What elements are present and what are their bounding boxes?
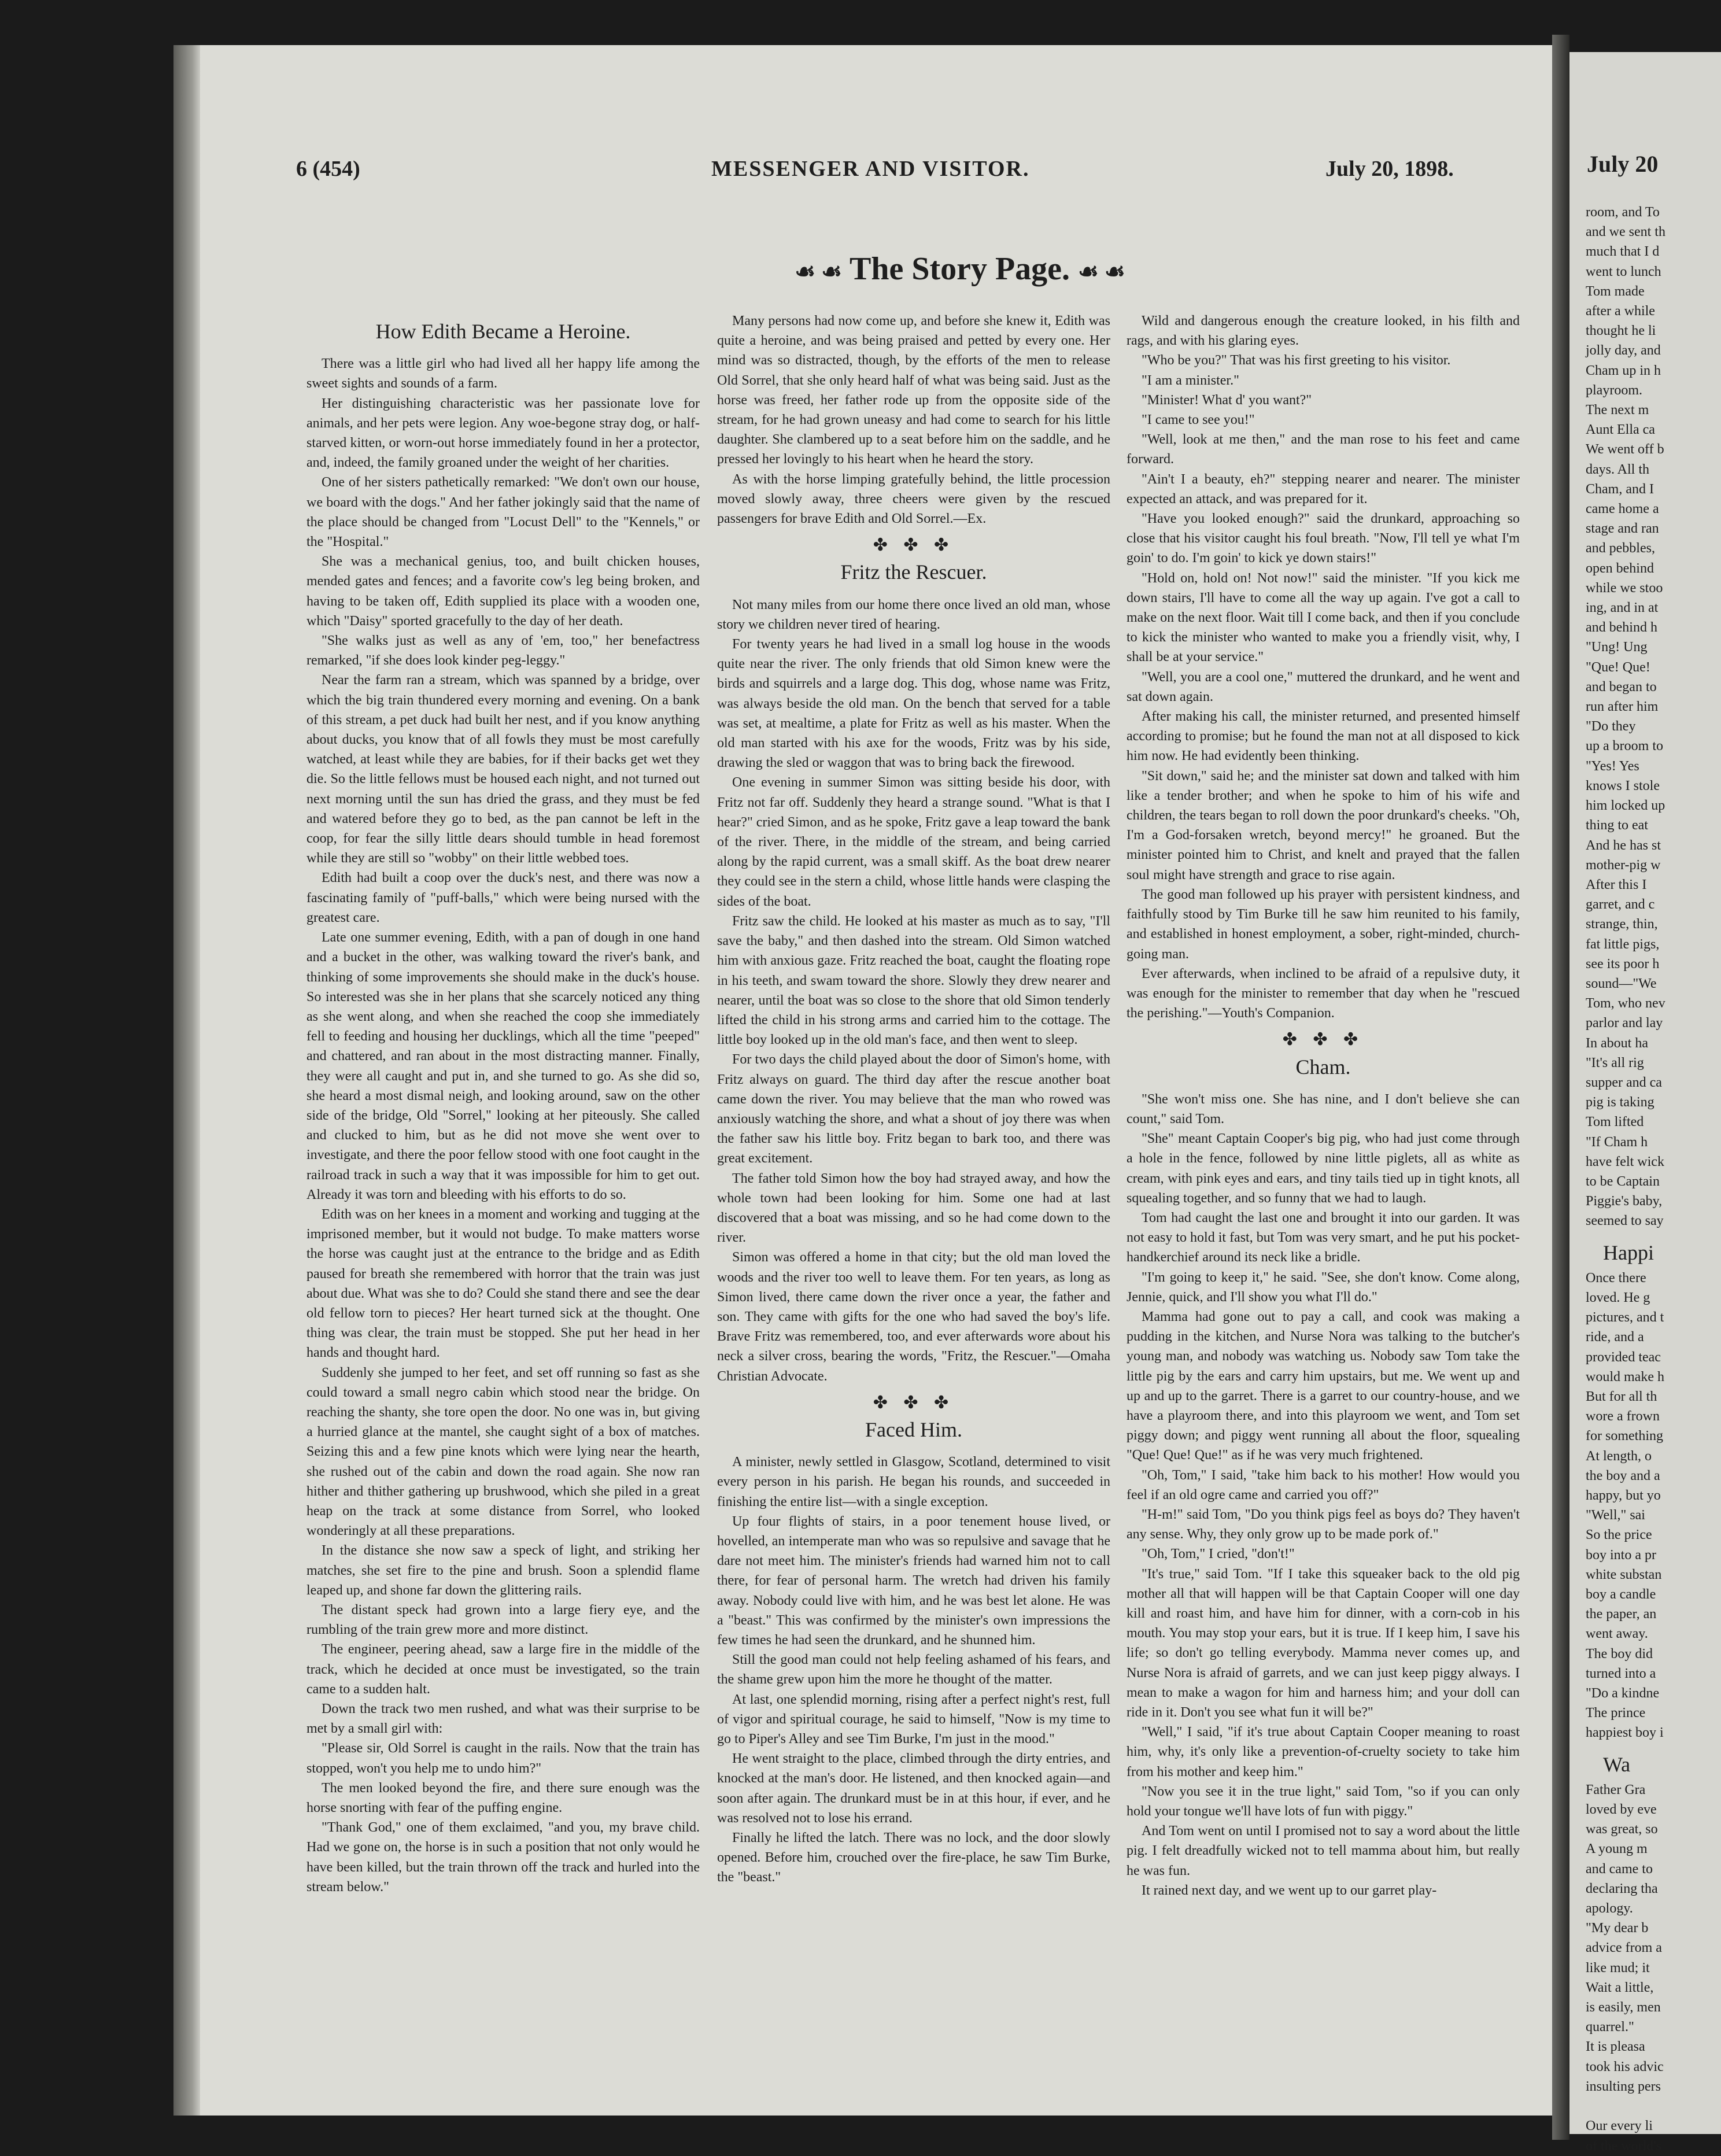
text-line: took his advic [1586, 2059, 1664, 2074]
story-title: How Edith Became a Heroine. [375, 320, 631, 343]
paragraph: "Who be you?" That was his first greeting to his visitor. [1142, 353, 1451, 368]
text-line: and came to [1586, 1861, 1653, 1877]
paragraph: Near the farm ran a stream, which was spanned by a bridge, over which the big train thundered every morning and evening. On a bank of this stream, a pet duck had built her nest, and if you know anything about ducks, you know that of all fowls they must be most carefully watched, at least while they are babies, for if their backs get wet they die. So the little fellows must be housed each night, and not turned out next morning until the sun has dried the grass, and they must be fed and watered before they go to bed, as the pan cannot be left in the coop, for fear the silly little dears should tumble in head foremost while they are still so "wobby" on their little webbed toes. [306, 673, 700, 866]
text-line: strange, thin, [1586, 917, 1658, 932]
text-line: came home a [1586, 501, 1659, 517]
text-line: boy a candle [1586, 1587, 1656, 1603]
text-line: of the world's [1586, 2138, 1661, 2154]
text-line: "Ung! Ung [1586, 640, 1648, 655]
issue-date: July 20, 1898. [1325, 157, 1454, 181]
paragraph: "Oh, Tom," I cried, "don't!" [1142, 1546, 1295, 1562]
paragraph: Simon was offered a home in that city; but the old man loved the woods and the river too well to leave them. For ten years, as long as Simon lived, there came down the river once a year, the father and son. They came with gifts for the one who had saved the boy's life. Brave Fritz was remembered, too, and ever afterwards wore about his neck a silver cross, bearing the words, "Fritz, the Rescuer."—Omaha Christian Advocate. [717, 1250, 1110, 1384]
paragraph: "Ain't I a beauty, eh?" stepping nearer and nearer. The minister expected an attack, and was prepared for it. [1127, 471, 1520, 507]
paragraph: "I came to see you!" [1142, 412, 1255, 428]
adjacent-page-column [1586, 202, 1719, 2156]
paragraph: "Sit down," said he; and the minister sat down and talked with him like a tender brother; and when he spoke to him of his wife and children, the tears began to roll down the poor drunkard's cheeks. "Oh, I'm a God-forsaken wretch, beyond mercy!" he groaned. But the minister pointed him to Christ, and knelt and prayed that the fallen soul might have strength and grace to rise again. [1127, 768, 1520, 883]
story-title: Fritz the Rescuer. [840, 560, 987, 584]
text-line: Tom lifted [1586, 1114, 1644, 1130]
text-line: The prince [1586, 1705, 1646, 1721]
text-line: Once there [1586, 1270, 1646, 1286]
right-ornament: ☙ ☙ [1078, 259, 1125, 285]
paragraph: "It's true," said Tom. "If I take this squeaker back to the old pig mother all that will happen will be that Captain Cooper will one day kill and roast him, and have him for dinner, with a corn-cob in his mouth. You may stop your ears, but it is true. If I keep him, I save his life; so don't go telling everybody. Mamma never comes up, and Nurse Nora is afraid of garrets, and we can just keep piggy always. I mean to make a wagon for him and harness him; and your doll can ride in it. Don't you see what fun it will be?" [1127, 1566, 1520, 1721]
adjacent-page [1569, 52, 1721, 2154]
text-line: turned into a [1586, 1666, 1656, 1681]
paragraph: He went straight to the place, climbed through the dirty entries, and knocked at the man's door. He listened, and then knocked again—and soon after again. The drunkard must be in at this hour, if ever, and he was resolved not to lose his errand. [717, 1751, 1110, 1826]
text-line: The boy did [1586, 1646, 1653, 1662]
ornament-divider: ✤ ✤ ✤ [873, 1393, 955, 1412]
paragraph: In the distance she now saw a speck of light, and striking her matches, she set fire to the pine and brush. Soon a splendid flame leaped up, and shone far down the glittering rails. [306, 1543, 700, 1598]
text-line: went away. [1586, 1626, 1648, 1642]
text-line: like mud; it [1586, 1960, 1650, 1976]
masthead [173, 156, 1552, 191]
paragraph: Mamma had gone out to pay a call, and cook was making a pudding in the kitchen, and Nurse Nora was talking to the butcher's young man, and nobody was watching us. Nobody saw Tom take the little pig by the ears and carry him upstairs, but me. We went up and up and up to the garret. There is a garret to our country-house, and we have a playroom there, and into this playroom we went, and Tom set piggy down; and piggy went running all about the floor, squealing "Que! Que! Que!" as if he was very much frightened. [1127, 1309, 1520, 1463]
text-line: happy, but yo [1586, 1488, 1661, 1503]
text-line: mother-pig w [1586, 857, 1661, 873]
story-body-continued [717, 311, 1110, 529]
text-line: Aunt Ella ca [1586, 422, 1655, 438]
paragraph: The distant speck had grown into a large fiery eye, and the rumbling of the train grew more and more distinct. [306, 1603, 700, 1638]
text-line: while we stoo [1586, 580, 1663, 596]
text-line: knows I stole [1586, 778, 1660, 793]
text-line: Tom, who nev [1586, 996, 1665, 1011]
paragraph: "She walks just as well as any of 'em, too," her benefactress remarked, "if she does look kinder peg-leggy." [306, 633, 700, 669]
text-line: seemed to say [1586, 1213, 1664, 1229]
paragraph: "Well, look at me then," and the man rose to his feet and came forward. [1127, 432, 1520, 467]
text-line: and we sent th [1586, 224, 1665, 240]
paragraph: One evening in summer Simon was sitting beside his door, with Fritz not far off. Suddenly they heard a strange sound. "What is that I hear?" cried Simon, and as he spoke, Fritz gave a leap toward the bank of the river. There, in the middle of the stream, and being carried along by the rapid current, was a small skiff. As the boat drew nearer they could see in the stern a child, whose little hands were clasping the sides of the boat. [717, 775, 1110, 909]
paragraph: "H-m!" said Tom, "Do you think pigs feel as boys do? They haven't any sense. Why, they only grow up to be made pork of." [1127, 1507, 1520, 1542]
text-line: up a broom to [1586, 739, 1663, 754]
text-line: jolly day, and [1586, 343, 1661, 359]
text-line: ride, and a [1586, 1330, 1644, 1345]
text-line: Father Gra [1586, 1782, 1646, 1797]
text-line: "Do they [1586, 719, 1636, 734]
ornament-divider: ✤ ✤ ✤ [873, 536, 955, 555]
story-body-continued [1127, 311, 1520, 1023]
text-line: was great, so [1586, 1822, 1658, 1837]
story-title: Faced Him. [865, 1417, 962, 1441]
text-line: "Well," sai [1586, 1508, 1645, 1523]
text-line: the paper, an [1586, 1607, 1657, 1622]
story-body [717, 595, 1110, 1386]
story-title: Cham. [1295, 1055, 1351, 1079]
paragraph: The good man followed up his prayer with persistent kindness, and faithfully stood by Tim Burke till he saw him reunited to his family, and established in honest employment, a sober, right-minded, church-going man. [1127, 887, 1520, 962]
column-1 [306, 317, 700, 2081]
paragraph: As with the horse limping gratefully behind, the little procession moved slowly away, three cheers were given by the rescued passengers for brave Edith and Old Sorrel.—Ex. [717, 471, 1110, 527]
text-line: the boy and a [1586, 1468, 1660, 1483]
text-line [1586, 2096, 1719, 2116]
paragraph: A minister, newly settled in Glasgow, Scotland, determined to visit every person in his parish. He began his rounds, and succeeded in finishing the entire list—with a single exception. [717, 1454, 1110, 1509]
paragraph: "Oh, Tom," I said, "take him back to his mother! How would you feel if an old ogre came and carried you off?" [1127, 1467, 1520, 1502]
paragraph: Fritz saw the child. He looked at his master as much as to say, "I'll save the baby," and then dashed into the stream. Old Simon watched him with anxious gaze. Fritz reached the boat, caught the floating rope in his teeth, and swam toward the shore. Slowly they drew nearer and nearer, until the boat was so close to the shore that old Simon tenderly lifted the child in his strong arms and carried him to the cottage. The little boy looked up in the old man's face, and then went to sleep. [717, 913, 1110, 1048]
text-line: playroom. [1586, 382, 1642, 398]
adjacent-text-a [1586, 202, 1719, 1231]
paragraph: Not many miles from our home there once lived an old man, whose story we children never tired of hearing. [717, 597, 1110, 632]
paragraph: For two days the child played about the door of Simon's home, with Fritz always on guard. The third day after the rescue another boat came down the river. You may believe that the man who rowed was anxiously watching the shore, and what a shout of joy there was when the father saw his little boy. Fritz began to bark too, and there was great excitement. [717, 1052, 1110, 1166]
text-line: "Yes! Yes [1586, 758, 1639, 774]
paragraph: For twenty years he had lived in a small log house in the woods quite near the river. The only friends that old Simon knew were the birds and squirrels and a large dog. This dog, whose name was Fritz, was always beside the old man. On the bench that served for a table was set, at mealtime, a plate for Fritz as well as his master. When the old man started with his axe for the woods, Fritz was by his side, drawing the sled or waggon that was to bring back the firewood. [717, 637, 1110, 771]
paragraph: Edith had built a coop over the duck's nest, and there was now a fascinating family of "puff-balls," which were being nursed with the greatest care. [306, 870, 700, 925]
text-line: and pebbles, [1586, 541, 1655, 556]
text-line: Tom made [1586, 283, 1645, 299]
text-line: have felt wick [1586, 1154, 1664, 1169]
text-line: room, and To [1586, 205, 1660, 220]
adjacent-text-c [1586, 1780, 1719, 2156]
text-line: days. All th [1586, 462, 1650, 477]
adjacent-text-b [1586, 1268, 1719, 1743]
text-line: insulting pers [1586, 2079, 1661, 2094]
left-ornament: ☙ ☙ [795, 259, 842, 285]
paragraph: "Have you looked enough?" said the drunkard, approaching so close that his visitor caught his foul breath. "Now, I'll tell ye what I'm goin' to do. I'm goin' to kick ye down stairs!" [1127, 511, 1520, 566]
paragraph: She was a mechanical genius, too, and built chicken houses, mended gates and fences; and a favorite cow's leg being broken, and having to be taken off, Edith supplied its place with a wooden one, which "Daisy" sported gracefully to the day of her death. [306, 554, 700, 629]
text-line: happiest boy i [1586, 1725, 1664, 1741]
text-line: ing, and in at [1586, 600, 1659, 616]
paragraph: Many persons had now come up, and before she knew it, Edith was quite a heroine, and was being praised and petted by every one. Her mind was so distracted, though, by the efforts of the men to release Old Sorrel, that she only heard half of what was being said. Just as the horse was freed, her father rode up from the opposite side of the stream, for he had grown uneasy and had come to search for his little daughter. She clambered up to a seat before him on the saddle, and he pressed her lovingly to his heart when he heard the story. [717, 313, 1110, 467]
text-line: declaring tha [1586, 1881, 1658, 1896]
text-line: pig is taking [1586, 1095, 1654, 1110]
text-line: So the price [1586, 1527, 1652, 1543]
adjacent-heading: Wa [1603, 1752, 1631, 1776]
text-line: And he has st [1586, 837, 1661, 853]
section-header [706, 250, 1214, 297]
text-line: and began to [1586, 679, 1657, 695]
adjacent-page-date: July 20 [1587, 151, 1659, 177]
paragraph: Her distinguishing characteristic was her passionate love for animals, and her pets were legion. Any woe-begone stray dog, or half-starved kitten, or worn-out horse immediately found in her a protector, and, indeed, the family groaned under the weight of her charities. [306, 396, 700, 471]
text-line: After this I [1586, 877, 1647, 892]
text-line: and behind h [1586, 620, 1657, 636]
paragraph: Ever afterwards, when inclined to be afraid of a repulsive duty, it was enough for the minister to remember that day when he "rescued the perishing."—Youth's Companion. [1127, 966, 1520, 1021]
text-line: to be Captain [1586, 1173, 1660, 1189]
text-line: "Do a kindne [1586, 1686, 1660, 1701]
text-line: We went off b [1586, 442, 1664, 457]
paragraph: There was a little girl who had lived all her happy life among the sweet sights and sounds of a farm. [306, 356, 700, 392]
paragraph: "Well," I said, "if it's true about Captain Cooper meaning to roast him, why, it's only like a prevention-of-cruelty society to take him from his mother and keep him." [1127, 1725, 1520, 1780]
paragraph: After making his call, the minister returned, and presented himself according to promise; but he found the man not at all disposed to kick him now. He had evidently been thinking. [1127, 709, 1520, 764]
text-line: thought he li [1586, 323, 1656, 339]
text-line: Wait a little, [1586, 1980, 1654, 1995]
paragraph: Finally he lifted the latch. There was no lock, and the door slowly opened. Before him, crouched over the fire-place, he saw Tim Burke, the "beast." [717, 1830, 1110, 1885]
paragraph: Tom had caught the last one and brought it into our garden. It was not easy to hold it fast, but Tom was very smart, and he put his pocket-handkerchief around its neck like a bridle. [1127, 1210, 1520, 1265]
paragraph: Down the track two men rushed, and what was their surprise to be met by a small girl with: [306, 1701, 700, 1737]
paragraph: "Please sir, Old Sorrel is caught in the rails. Now that the train has stopped, won't you help me to undo him?" [306, 1741, 700, 1776]
paragraph: "Hold on, hold on! Not now!" said the minister. "If you kick me down stairs, I'll have to come all the way up again. I've got a call to make on the next floor. Wait till I come back, and then if you conclude to kick the minister who wanted to make you a friendly visit, why, I shall be at your service." [1127, 570, 1520, 665]
page-number: 6 (454) [296, 157, 360, 181]
text-line: "Que! Que! [1586, 659, 1650, 675]
newspaper-title: MESSENGER AND VISITOR. [711, 157, 1030, 181]
text-line: parlor and lay [1586, 1016, 1663, 1031]
paragraph: The men looked beyond the fire, and there sure enough was the horse snorting with fear of the puffing engine. [306, 1780, 700, 1816]
text-line: But for all th [1586, 1389, 1657, 1404]
text-line: loved by eve [1586, 1802, 1657, 1818]
text-line: for something [1586, 1428, 1663, 1444]
text-line: pictures, and t [1586, 1310, 1664, 1326]
story-body [306, 354, 700, 1897]
text-line: garret, and c [1586, 897, 1655, 913]
paragraph: "She won't miss one. She has nine, and I don't believe she can count," said Tom. [1127, 1091, 1520, 1127]
text-line: apology. [1586, 1901, 1633, 1917]
text-line: It is pleasa [1586, 2039, 1645, 2055]
paragraph: Still the good man could not help feeling ashamed of his fears, and the shame grew upon him the more he thought of the matter. [717, 1652, 1110, 1688]
paragraph: The father told Simon how the boy had strayed away, and how the whole town had been looking for him. Some one had at last discovered that a boat was missing, and so he had come down to the river. [717, 1171, 1110, 1246]
paragraph: "Thank God," one of them exclaimed, "and you, my brave child. Had we gone on, the horse is in such a position that not only would he have been killed, but the train thrown off the track and hurled into the stream below." [306, 1820, 700, 1895]
text-line: fat little pigs, [1586, 936, 1660, 952]
text-line: In about ha [1586, 1035, 1648, 1051]
paragraph: One of her sisters pathetically remarked: "We don't own our house, we board with the dogs." And her father jokingly said that the name of the place should be changed from "Locust Dell" to the "Kennels," or the "Hospital." [306, 475, 700, 550]
text-line: Piggie's baby, [1586, 1194, 1663, 1209]
text-line: stage and ran [1586, 521, 1659, 537]
text-line: see its poor h [1586, 956, 1660, 972]
text-line: Cham up in h [1586, 363, 1661, 378]
paragraph: "Now you see it in the true light," said Tom, "so if you can only hold your tongue we'll have lots of fun with piggy." [1127, 1784, 1520, 1819]
paragraph: Suddenly she jumped to her feet, and set off running so fast as she could toward a small negro cabin which stood near the bridge. On reaching the shanty, she tore open the door. No one was in, but giving a hurried glance at the mantel, she caught sight of a box of matches. Seizing this and a few pine knots which were lying near the hearth, she rushed out of the cabin and down the road again. She now ran hither and thither gathering up brushwood, which she piled in a great heap on the track at some distance from Sorrel, who looked wonderingly at all these preparations. [306, 1365, 700, 1539]
paragraph: Late one summer evening, Edith, with a pan of dough in one hand and a bucket in the other, was walking toward the river's bank, and thinking of some improvements she should make in the duck's house. So interested was she in her plans that she scarcely noticed any thing as she went along, and when she reached the coop she immediately fell to feeding and housing her ducklings, which all the time "peeped" and chattered, and ran about in the most distracting manner. Finally, they were all caught and put in, and she turned to go. As she did so, she heard a most dismal neigh, and looking around, saw on the other side of the bridge, Old "Sorrel," looking at her piteously. She called and clucked to him, but as he did not move she went over to investigate, and there the poor fellow stood with one foot caught in the railroad track in such a way that it was impossible for him to get out. Already it was torn and bleeding with his efforts to do so. [306, 930, 700, 1202]
column-3 [1127, 311, 1520, 2081]
text-line: went to lunch [1586, 264, 1661, 279]
text-line: would make h [1586, 1369, 1664, 1385]
text-line: much that I d [1586, 244, 1660, 260]
paragraph: "I am a minister." [1142, 372, 1239, 388]
text-line: quarrel." [1586, 2020, 1634, 2035]
paragraph: "She" meant Captain Cooper's big pig, who had just come through a hole in the fence, followed by nine little piglets, all as white as cream, with pink eyes and ears, and tiny tails tied up in tight knots, all squealing together, and so funny that we had to laugh. [1127, 1131, 1520, 1206]
text-line: The next m [1586, 403, 1649, 418]
story-body [1127, 1090, 1520, 1900]
text-line: advice from a [1586, 1940, 1662, 1956]
text-line: A young m [1586, 1841, 1648, 1857]
text-line: sound—"We [1586, 976, 1657, 991]
text-line: after a while [1586, 304, 1655, 319]
paragraph: "I'm going to keep it," he said. "See, she don't know. Come along, Jennie, quick, and I'll show you what I'll do." [1127, 1269, 1520, 1305]
text-line: him locked up [1586, 798, 1665, 814]
text-line: "If Cham h [1586, 1134, 1648, 1150]
binding-shadow [173, 45, 200, 2116]
text-line: boy into a pr [1586, 1547, 1656, 1563]
paragraph: At last, one splendid morning, rising after a perfect night's rest, full of vigor and spiritual courage, he said to himself, "Now is my time to go to Piper's Alley and see Tim Burke, I'm just in the mood." [717, 1692, 1110, 1747]
paragraph: "Minister! What d' you want?" [1142, 392, 1312, 408]
text-line: provided teac [1586, 1349, 1661, 1365]
story-body [717, 1452, 1110, 1887]
text-line: At length, o [1586, 1448, 1652, 1464]
text-line: wore a frown [1586, 1409, 1660, 1424]
text-line: white substan [1586, 1567, 1662, 1582]
newspaper-page [173, 45, 1552, 2116]
paragraph: It rained next day, and we went up to our garret play- [1142, 1882, 1437, 1898]
text-line: "It's all rig [1586, 1055, 1644, 1070]
text-line: loved. He g [1586, 1290, 1650, 1305]
text-line: "My dear b [1586, 1921, 1649, 1936]
adjacent-heading: Happi [1603, 1241, 1654, 1264]
text-line: supper and ca [1586, 1075, 1662, 1090]
paragraph: Wild and dangerous enough the creature looked, in his filth and rags, and with his glaring eyes. [1127, 313, 1520, 349]
paragraph: Up four flights of stairs, in a poor tenement house lived, or hovelled, an intemperate man who was so repulsive and savage that he dare not meet him. The minister's friends had warned him not to call there, for fear of personal harm. The wretch had driven his family away. Nobody could live with him, and he was best let alone. He was a "beast." This was confirmed by the minister's own impressions the few times he had seen the drunkard, and he shunned him. [717, 1513, 1110, 1648]
text-line: thing to eat [1586, 818, 1648, 833]
text-line: run after him [1586, 699, 1659, 715]
text-line: is easily, men [1586, 2000, 1661, 2015]
paragraph: "Well, you are a cool one," muttered the drunkard, and he went and sat down again. [1127, 669, 1520, 704]
paragraph: And Tom went on until I promised not to say a word about the little pig. I felt dreadfully wicked not to tell mamma about him, but really he was fun. [1127, 1823, 1520, 1878]
column-2 [717, 311, 1110, 2081]
section-title: The Story Page. [849, 251, 1070, 287]
ornament-divider: ✤ ✤ ✤ [1282, 1030, 1364, 1050]
text-line: Our every li [1586, 2118, 1653, 2134]
paragraph: Edith was on her knees in a moment and working and tugging at the imprisoned member, but it would not budge. To make matters worse the horse was caught just at the entrance to the bridge and as Edith paused for breath she remembered with horror that the train was just about due. What was she to do? Could she stand there and see the dear old fellow torn to pieces? Her heart turned sick at the thought. One thing was clear, the train must be stopped. She put her head in her hands and thought hard. [306, 1206, 700, 1361]
page-gutter [1552, 35, 1569, 2140]
text-line: open behind [1586, 560, 1654, 576]
paragraph: The engineer, peering ahead, saw a large fire in the middle of the track, which he decided at once must be investigated, so the train came to a sudden halt. [306, 1642, 700, 1697]
text-line: Cham, and I [1586, 481, 1654, 497]
